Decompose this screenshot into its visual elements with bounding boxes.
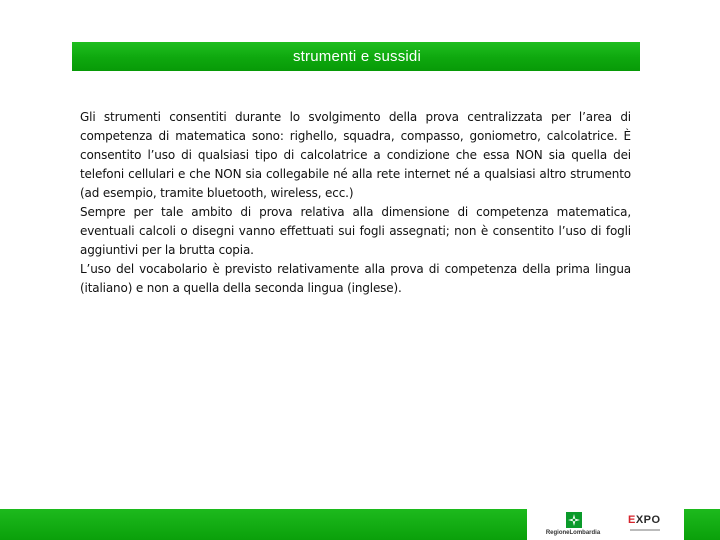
paragraph-vocabolario: L’uso del vocabolario è previsto relativamente alla prova di competenza della prima lingua (italiano) e non a quella della seconda lingua (inglese). [80, 262, 631, 295]
slide-title: strumenti e sussidi [292, 48, 421, 65]
lombardia-rose-icon [566, 512, 582, 528]
slide-body [80, 108, 631, 298]
regione-lombardia-logo [538, 510, 608, 540]
slide-title-bar [72, 42, 640, 71]
expo-wordmark: EXPO [628, 514, 661, 526]
footer-green-band [0, 509, 527, 540]
paragraph-strumenti: Gli strumenti consentiti durante lo svolgimento della prova centralizzata per l’area di competenza di matematica sono: righello, squadra, compasso, goniometro, calcolatrice. È consentito l’uso di qualsiasi tipo di calcolatrice a condizione che essa NON sia quella dei telefoni cellulari e che NON sia collegabile né alla rete internet né a qualsiasi altro strumento (ad esempio, tramite bluetooth, wireless, ecc.) [80, 110, 631, 200]
expo-logo [628, 514, 668, 538]
expo-subline [630, 529, 660, 531]
regione-lombardia-text: RegioneLombardia [545, 530, 601, 536]
paragraph-calcoli: Sempre per tale ambito di prova relativa alla dimensione di competenza matematica, eventuali calcoli o disegni vanno effettuati sui fogli assegnati; non è consentito l’uso di fogli aggiuntivi per la brutta copia. [80, 205, 631, 257]
footer-green-band-right [684, 509, 720, 540]
